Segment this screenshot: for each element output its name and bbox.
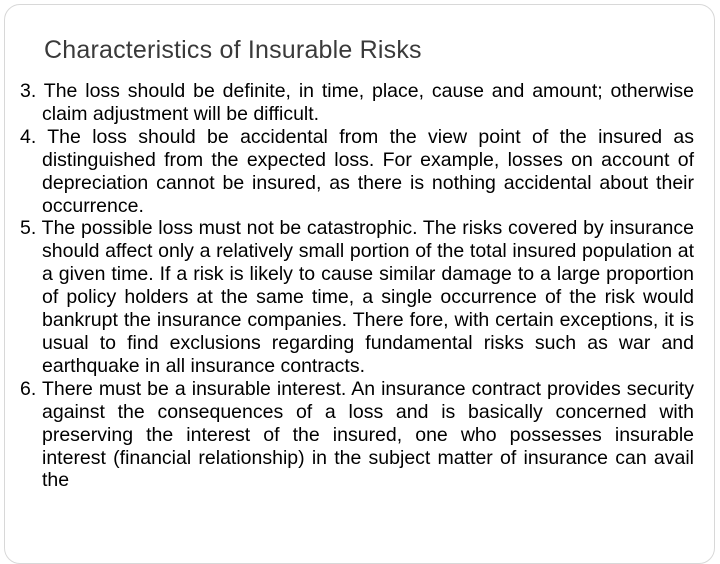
point-number: 4. bbox=[20, 125, 37, 148]
list-item-point-5 bbox=[20, 217, 694, 377]
point-text: The possible loss must not be catastrophic. The risks covered by insurance should affect only a relatively small portion of the total insured population at a given time. If a risk is likely to cause similar damage to a large proportion of policy holders at the same time, a single occurrence of the risk would bankrupt the insurance companies. There fore, with certain exceptions, it is usual to find exclusions regarding fundamental risks such as war and earthquake in all insurance contracts. bbox=[41, 217, 694, 377]
list-item-point-3 bbox=[20, 80, 694, 126]
point-number: 6. bbox=[20, 377, 37, 400]
list-item-point-6 bbox=[20, 378, 694, 493]
slide-title: Characteristics of Insurable Risks bbox=[44, 36, 422, 64]
point-number: 5. bbox=[20, 217, 37, 240]
point-number: 3. bbox=[20, 80, 37, 102]
point-text: The loss should be accidental from the view point of the insured as distinguished from the expected loss. For example, losses on account of depreciation cannot be insured, as there is nothing accidental about their occurrence. bbox=[42, 125, 694, 217]
point-text: There must be a insurable interest. An insurance contract provides security against the consequences of a loss and is basically concerned with preserving the interest of the insured, one who possesses insurable interest (financial relationship) in the subject matter of insurance can avail the bbox=[41, 377, 694, 492]
point-list bbox=[20, 80, 694, 492]
point-text: The loss should be definite, in time, place, cause and amount; otherwise claim adjustment will be difficult. bbox=[42, 80, 694, 125]
list-item-point-4 bbox=[20, 126, 694, 218]
